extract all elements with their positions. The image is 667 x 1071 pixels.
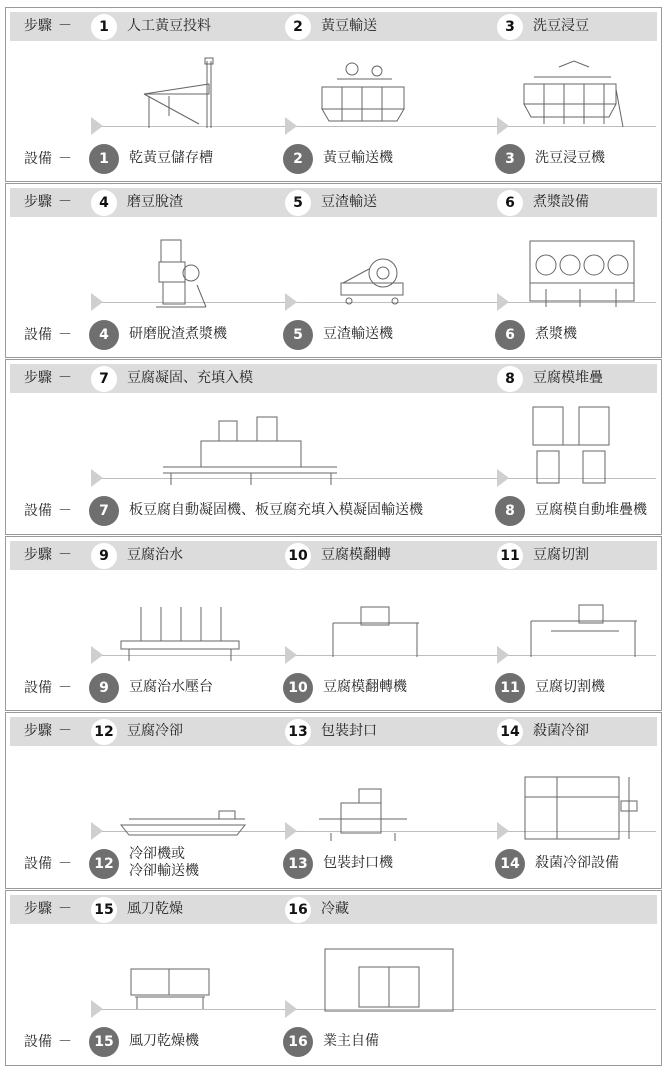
step-name: 包裝封口: [321, 723, 377, 739]
equipment-number-badge: 9: [89, 673, 119, 703]
air-knife-dryer-icon: [129, 963, 211, 1011]
flow-arrow: [497, 469, 509, 487]
equipment-number-badge: 13: [283, 849, 313, 879]
equipment-name: 冷卻機或 冷卻輸送機: [129, 846, 199, 879]
step-name: 煮漿設備: [533, 194, 589, 210]
flow-arrow: [285, 117, 297, 135]
step-number-badge: 3: [497, 14, 523, 40]
soaking-machine-icon: [519, 59, 625, 131]
step-number-badge: 11: [497, 543, 523, 569]
cutter-icon: [529, 601, 639, 661]
step-number-badge: 10: [285, 543, 311, 569]
flow-arrow: [91, 117, 103, 135]
flow-arrow: [285, 1000, 297, 1018]
step-label: 步驟: [24, 901, 52, 917]
equipment-name: 業主自備: [323, 1033, 379, 1049]
equipment-number-badge: 7: [89, 496, 119, 526]
bean-conveyor-icon: [317, 59, 409, 131]
cooling-conveyor-icon: [119, 809, 247, 839]
step-number-badge: 14: [497, 719, 523, 745]
equipment-name: 豆渣輸送機: [323, 326, 393, 342]
step-name: 豆腐模翻轉: [321, 547, 391, 563]
equipment-dash: －: [58, 151, 72, 167]
cold-storage-icon: [323, 947, 455, 1013]
grinder-icon: [151, 235, 211, 311]
equipment-name: 豆腐切割機: [535, 679, 605, 695]
equipment-name: 風刀乾燥機: [129, 1033, 199, 1049]
process-section: [5, 536, 662, 711]
flow-arrow: [91, 469, 103, 487]
packaging-machine-icon: [317, 785, 411, 843]
step-name: 豆腐凝固、充填入模: [127, 370, 253, 386]
mold-flipper-icon: [331, 601, 421, 661]
equipment-label: 設備: [24, 1034, 52, 1050]
equipment-number-badge: 15: [89, 1027, 119, 1057]
step-dash: －: [58, 370, 72, 386]
equipment-dash: －: [58, 327, 72, 343]
equipment-label: 設備: [24, 856, 52, 872]
step-number-badge: 15: [91, 897, 117, 923]
flow-arrow: [91, 646, 103, 664]
step-number-badge: 8: [497, 366, 523, 392]
equipment-number-badge: 2: [283, 144, 313, 174]
flow-arrow: [497, 293, 509, 311]
step-number-badge: 13: [285, 719, 311, 745]
equipment-name: 乾黃豆儲存槽: [129, 150, 213, 166]
step-dash: －: [58, 723, 72, 739]
equipment-dash: －: [58, 503, 72, 519]
flow-arrow: [285, 822, 297, 840]
okara-conveyor-icon: [335, 247, 409, 309]
step-name: 磨豆脫渣: [127, 194, 183, 210]
step-name: 殺菌冷卻: [533, 723, 589, 739]
equipment-number-badge: 12: [89, 849, 119, 879]
process-section: [5, 183, 662, 358]
press-table-icon: [119, 603, 241, 663]
equipment-number-badge: 4: [89, 320, 119, 350]
process-section: [5, 890, 662, 1066]
equipment-label: 設備: [24, 151, 52, 167]
step-number-badge: 4: [91, 190, 117, 216]
step-name: 冷藏: [321, 901, 349, 917]
step-number-badge: 9: [91, 543, 117, 569]
step-name: 豆渣輸送: [321, 194, 377, 210]
step-dash: －: [58, 547, 72, 563]
equipment-name: 豆腐模翻轉機: [323, 679, 407, 695]
equipment-number-badge: 3: [495, 144, 525, 174]
equipment-number-badge: 11: [495, 673, 525, 703]
step-name: 豆腐冷卻: [127, 723, 183, 739]
step-label: 步驟: [24, 18, 52, 34]
equipment-dash: －: [58, 680, 72, 696]
step-number-badge: 5: [285, 190, 311, 216]
step-label: 步驟: [24, 547, 52, 563]
equipment-number-badge: 14: [495, 849, 525, 879]
equipment-label: 設備: [24, 680, 52, 696]
step-name: 豆腐切割: [533, 547, 589, 563]
flow-arrow: [497, 822, 509, 840]
equipment-label: 設備: [24, 327, 52, 343]
step-name: 黃豆輸送: [321, 18, 377, 34]
step-name: 豆腐治水: [127, 547, 183, 563]
step-number-badge: 6: [497, 190, 523, 216]
flow-arrow: [285, 646, 297, 664]
step-dash: －: [58, 901, 72, 917]
flow-arrow: [91, 822, 103, 840]
equipment-name: 包裝封口機: [323, 855, 393, 871]
equipment-name: 煮漿機: [535, 326, 577, 342]
equipment-number-badge: 10: [283, 673, 313, 703]
equipment-number-badge: 6: [495, 320, 525, 350]
flow-arrow: [497, 117, 509, 135]
step-label: 步驟: [24, 370, 52, 386]
process-section: [5, 712, 662, 889]
equipment-name: 豆腐模自動堆疊機: [535, 502, 647, 518]
coagulation-line-icon: [161, 411, 339, 487]
equipment-name: 殺菌冷卻設備: [535, 855, 619, 871]
step-number-badge: 7: [91, 366, 117, 392]
equipment-name: 研磨脫渣煮漿機: [129, 326, 227, 342]
equipment-name: 洗豆浸豆機: [535, 150, 605, 166]
process-section: [5, 359, 662, 535]
step-number-badge: 16: [285, 897, 311, 923]
equipment-label: 設備: [24, 503, 52, 519]
storage-tank-icon: [139, 56, 219, 131]
equipment-number-badge: 16: [283, 1027, 313, 1057]
step-dash: －: [58, 194, 72, 210]
mold-stacker-icon: [529, 405, 613, 487]
step-number-badge: 1: [91, 14, 117, 40]
step-label: 步驟: [24, 194, 52, 210]
equipment-number-badge: 8: [495, 496, 525, 526]
equipment-dash: －: [58, 856, 72, 872]
flow-arrow: [497, 646, 509, 664]
equipment-number-badge: 5: [283, 320, 313, 350]
equipment-name: 板豆腐自動凝固機、板豆腐充填入模凝固輸送機: [129, 502, 423, 518]
equipment-name: 黃豆輸送機: [323, 150, 393, 166]
sterilizer-icon: [523, 775, 641, 843]
cooker-icon: [528, 237, 638, 311]
step-name: 豆腐模堆疊: [533, 370, 603, 386]
equipment-number-badge: 1: [89, 144, 119, 174]
step-name: 人工黃豆投料: [127, 18, 211, 34]
step-dash: －: [58, 18, 72, 34]
equipment-name: 豆腐治水壓台: [129, 679, 213, 695]
process-section: [5, 7, 662, 182]
flow-arrow: [91, 1000, 103, 1018]
equipment-dash: －: [58, 1034, 72, 1050]
step-name: 風刀乾燥: [127, 901, 183, 917]
step-number-badge: 2: [285, 14, 311, 40]
step-number-badge: 12: [91, 719, 117, 745]
step-name: 洗豆浸豆: [533, 18, 589, 34]
flow-arrow: [91, 293, 103, 311]
step-label: 步驟: [24, 723, 52, 739]
flow-arrow: [285, 293, 297, 311]
